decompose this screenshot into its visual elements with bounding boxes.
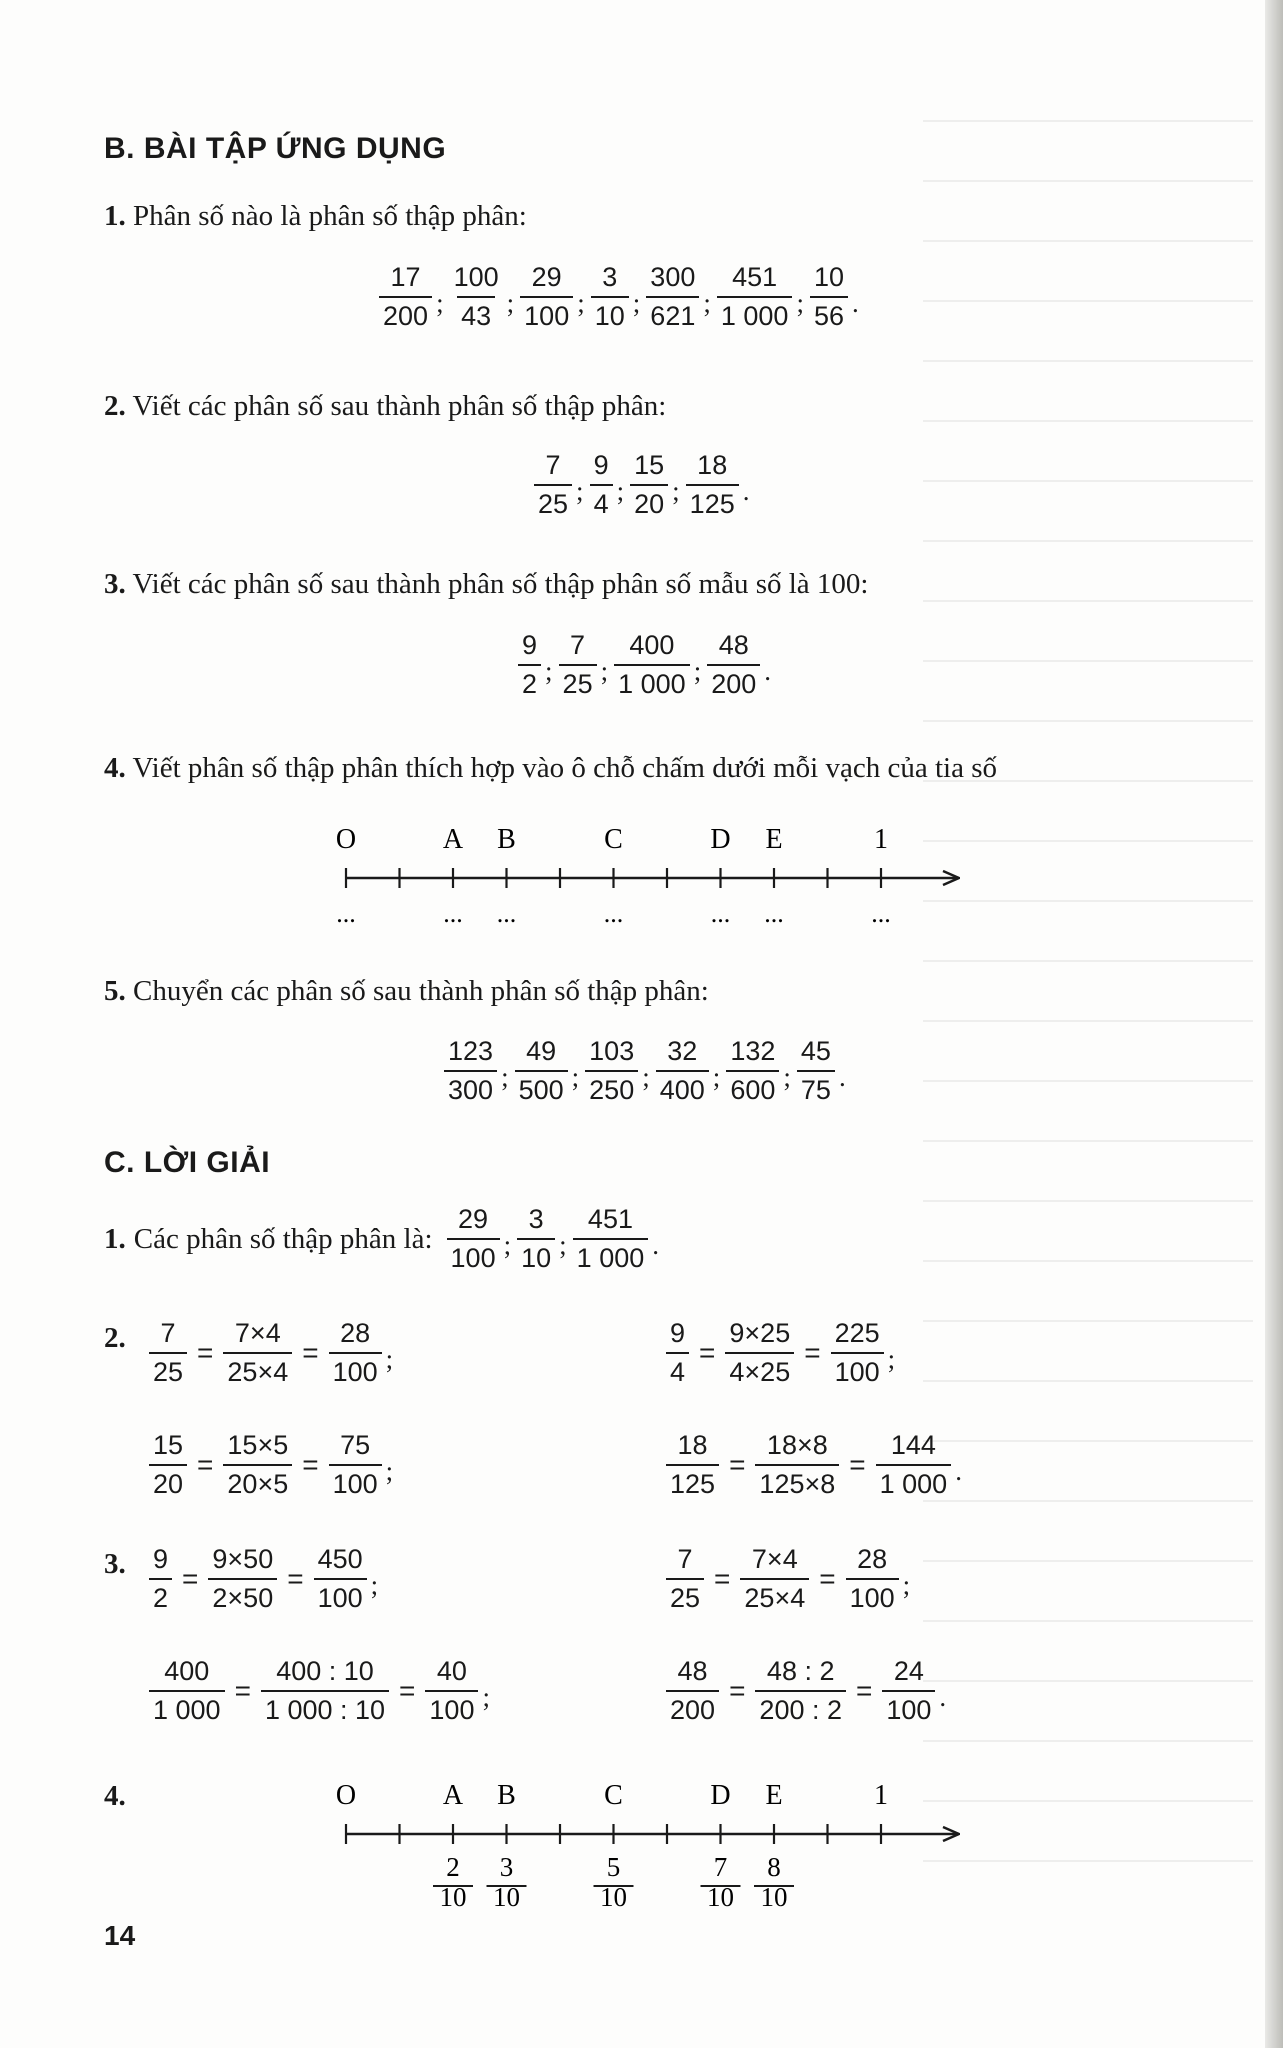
denominator: 1 000	[149, 1690, 225, 1726]
answer-numerator: 8	[767, 1852, 781, 1882]
blank-dots: ...	[764, 899, 784, 928]
denominator: 4	[666, 1352, 689, 1388]
question-3	[104, 568, 868, 601]
denominator: 1 000	[876, 1464, 952, 1500]
answer-1-number: 1.	[104, 1222, 126, 1255]
fraction	[515, 1036, 568, 1106]
fraction	[646, 262, 699, 332]
question-5-fractions	[440, 1036, 848, 1106]
denominator: 250	[585, 1070, 638, 1106]
numerator: 15	[153, 1430, 184, 1460]
denominator: 100	[447, 1238, 500, 1274]
blank-dots: ...	[871, 899, 891, 928]
semicolon: ;	[783, 1061, 791, 1092]
point-label: 1	[874, 824, 888, 855]
equals-sign: =	[234, 1675, 251, 1707]
numerator: 18	[677, 1430, 708, 1460]
fraction	[591, 262, 629, 332]
denominator: 125	[686, 484, 739, 520]
numerator: 17	[390, 262, 421, 292]
numerator: 18×8	[766, 1430, 828, 1460]
numerator: 75	[340, 1430, 371, 1460]
fraction	[755, 1656, 846, 1726]
numerator: 451	[732, 262, 778, 292]
denominator: 20×5	[223, 1464, 292, 1500]
blank-dots: ...	[603, 899, 624, 928]
denominator: 300	[444, 1070, 497, 1106]
denominator: 25	[534, 484, 572, 520]
numerator: 451	[587, 1204, 633, 1234]
question-3-number: 3.	[104, 568, 126, 600]
denominator: 10	[517, 1238, 555, 1274]
numerator: 40	[436, 1656, 467, 1686]
semicolon: ;	[796, 287, 804, 318]
numerator: 123	[448, 1036, 494, 1066]
equals-sign: =	[197, 1337, 214, 1369]
equals-sign: =	[302, 1449, 319, 1481]
denominator: 1 000 : 10	[261, 1690, 389, 1726]
section-b-heading: B. BÀI TẬP ỨNG DỤNG	[104, 132, 447, 165]
question-1-text: Phân số nào là phân số thập phân:	[133, 200, 527, 232]
denominator: 4×25	[725, 1352, 794, 1388]
question-2-number: 2.	[104, 390, 126, 422]
fraction	[329, 1430, 382, 1500]
denominator: 10	[591, 296, 629, 332]
equals-sign: =	[197, 1449, 214, 1481]
semicolon: ;	[902, 1569, 911, 1600]
fraction	[882, 1656, 935, 1726]
semicolon: ;	[693, 655, 702, 686]
answer-2-row-3	[145, 1430, 395, 1500]
numerator: 9	[670, 1318, 686, 1348]
semicolon: ;	[887, 1343, 896, 1374]
semicolon: ;	[503, 1229, 512, 1260]
point-label: O	[335, 824, 357, 855]
denominator: 20	[149, 1464, 187, 1500]
question-2	[104, 390, 666, 423]
numerator: 48	[718, 630, 749, 660]
fraction	[149, 1430, 187, 1500]
question-1	[104, 200, 527, 233]
denominator: 621	[646, 296, 699, 332]
numerator: 144	[890, 1430, 936, 1460]
semicolon: ;	[616, 475, 625, 506]
numerator: 7	[160, 1318, 176, 1348]
denominator: 125×8	[755, 1464, 839, 1500]
denominator: 125	[666, 1464, 719, 1500]
denominator: 2×50	[208, 1578, 277, 1614]
fraction	[149, 1656, 225, 1726]
page-number: 14	[104, 1920, 136, 1951]
numerator: 132	[730, 1036, 776, 1066]
semicolon: ;	[576, 475, 584, 506]
blank-dots: ...	[710, 899, 731, 928]
question-3-fractions	[514, 630, 773, 700]
denominator: 2	[149, 1578, 172, 1614]
numerator: 7	[677, 1544, 693, 1574]
semicolon: ;	[672, 475, 680, 506]
denominator: 100	[882, 1690, 935, 1726]
answer-2-number: 2.	[104, 1322, 126, 1354]
numerator: 225	[834, 1318, 880, 1348]
denominator: 600	[726, 1070, 779, 1106]
denominator: 1 000	[614, 664, 690, 700]
point-label: C	[604, 1780, 623, 1811]
semicolon: ;	[545, 655, 553, 686]
fraction	[797, 1036, 835, 1106]
blank-dots: ...	[496, 899, 517, 928]
fraction	[666, 1544, 704, 1614]
answer-denominator: 10	[439, 1882, 467, 1908]
denominator: 100	[425, 1690, 478, 1726]
numerator: 15	[634, 450, 665, 480]
fraction	[831, 1318, 884, 1388]
point-label: 1	[874, 1780, 888, 1811]
denominator: 400	[656, 1070, 709, 1106]
point-label: B	[497, 1780, 516, 1811]
equals-sign: =	[302, 1337, 319, 1369]
numerator: 7	[545, 450, 561, 480]
point-label: D	[710, 824, 731, 855]
numerator: 28	[857, 1544, 888, 1574]
denominator: 75	[797, 1070, 835, 1106]
numerator: 9×50	[212, 1544, 274, 1574]
question-5	[104, 975, 709, 1008]
point-label: E	[765, 824, 783, 855]
answer-3-row-3	[145, 1656, 492, 1726]
semicolon: ;	[712, 1061, 721, 1092]
denominator: 2	[518, 664, 541, 700]
fraction	[707, 630, 760, 700]
answer-3-row-2	[662, 1544, 912, 1614]
numerator: 15×5	[227, 1430, 289, 1460]
point-label: A	[442, 824, 464, 855]
show-through-text	[923, 120, 1253, 1920]
question-2-fractions	[530, 450, 751, 520]
point-label: O	[335, 1780, 357, 1811]
answer-denominator: 10	[600, 1882, 627, 1908]
section-c-heading: C. LỜI GIẢI	[104, 1146, 271, 1179]
point-label: C	[604, 824, 623, 855]
answer-1	[104, 1204, 661, 1274]
period: .	[764, 655, 772, 686]
denominator: 25	[666, 1578, 704, 1614]
fraction	[614, 630, 690, 700]
fraction	[425, 1656, 478, 1726]
fraction	[314, 1544, 367, 1614]
answer-denominator: 10	[760, 1882, 788, 1908]
equals-sign: =	[699, 1337, 716, 1369]
answer-2-row-1	[145, 1318, 395, 1388]
numerator: 3	[528, 1204, 544, 1234]
denominator: 200	[379, 296, 432, 332]
question-2-text: Viết các phân số sau thành phân số thập phân:	[132, 390, 667, 422]
fraction	[686, 450, 739, 520]
fraction	[520, 262, 573, 332]
numerator: 7×4	[234, 1318, 281, 1348]
denominator: 4	[590, 484, 613, 520]
numerator: 9×25	[729, 1318, 791, 1348]
denominator: 200	[666, 1690, 719, 1726]
denominator: 200	[707, 664, 760, 700]
blank-dots: ...	[443, 899, 463, 928]
numerator: 450	[317, 1544, 363, 1574]
answer-3-label-wrap	[104, 1548, 134, 1581]
question-4-number: 4.	[104, 752, 126, 784]
answer-numerator: 7	[713, 1852, 728, 1882]
denominator: 100	[314, 1578, 367, 1614]
answer-3-row-1	[145, 1544, 380, 1614]
fraction	[810, 262, 848, 332]
fraction	[717, 262, 793, 332]
fraction	[149, 1544, 172, 1614]
number-line-answer	[320, 1778, 960, 1908]
answer-denominator: 10	[707, 1882, 734, 1908]
denominator: 25	[149, 1352, 187, 1388]
answer-3-row-4	[662, 1656, 948, 1726]
semicolon: ;	[642, 1061, 650, 1092]
denominator: 100	[520, 296, 573, 332]
fraction	[585, 1036, 638, 1106]
equals-sign: =	[856, 1675, 873, 1707]
numerator: 400	[164, 1656, 210, 1686]
answer-denominator: 10	[493, 1882, 520, 1908]
numerator: 9	[153, 1544, 169, 1574]
answer-1-text: Các phân số thập phân là:	[133, 1222, 433, 1255]
number-line-question	[320, 822, 960, 932]
period: .	[955, 1455, 962, 1486]
fraction	[450, 262, 503, 332]
equals-sign: =	[399, 1675, 416, 1707]
semicolon: ;	[501, 1061, 509, 1092]
numerator: 10	[813, 262, 845, 292]
denominator: 100	[846, 1578, 899, 1614]
answer-4-number: 4.	[104, 1780, 126, 1812]
semicolon: ;	[370, 1569, 379, 1600]
numerator: 29	[531, 262, 562, 292]
numerator: 48 : 2	[766, 1656, 835, 1686]
period: .	[939, 1681, 947, 1712]
fraction	[223, 1318, 292, 1388]
fraction	[726, 1036, 779, 1106]
denominator: 1 000	[717, 296, 793, 332]
fraction	[517, 1204, 555, 1274]
fraction	[379, 262, 432, 332]
fraction	[534, 450, 572, 520]
numerator: 45	[800, 1036, 831, 1066]
equals-sign: =	[287, 1563, 304, 1595]
equals-sign: =	[804, 1337, 821, 1369]
point-label: A	[442, 1780, 464, 1811]
semicolon: ;	[600, 655, 609, 686]
numerator: 7	[570, 630, 586, 660]
numerator: 9	[593, 450, 609, 480]
question-4-text: Viết phân số thập phân thích hợp vào ô chỗ chấm dưới mỗi vạch của tia số	[132, 752, 997, 784]
fraction	[573, 1204, 649, 1274]
numerator: 48	[677, 1656, 708, 1686]
numerator: 24	[893, 1656, 924, 1686]
point-label: D	[710, 1780, 731, 1811]
numerator: 18	[697, 450, 728, 480]
denominator: 100	[329, 1352, 382, 1388]
fraction	[261, 1656, 389, 1726]
numerator: 400 : 10	[276, 1656, 374, 1686]
semicolon: ;	[482, 1681, 490, 1712]
numerator: 9	[522, 630, 538, 660]
denominator: 56	[810, 296, 848, 332]
fraction	[444, 1036, 497, 1106]
semicolon: ;	[632, 287, 641, 318]
answer-numerator: 5	[606, 1852, 621, 1882]
semicolon: ;	[571, 1061, 580, 1092]
denominator: 1 000	[573, 1238, 649, 1274]
fraction	[447, 1204, 500, 1274]
denominator: 25×4	[223, 1352, 292, 1388]
semicolon: ;	[703, 287, 711, 318]
equals-sign: =	[182, 1563, 199, 1595]
equals-sign: =	[729, 1675, 746, 1707]
period: .	[838, 1061, 846, 1092]
numerator: 3	[602, 262, 618, 292]
fraction	[329, 1318, 382, 1388]
numerator: 32	[667, 1036, 698, 1066]
numerator: 29	[458, 1204, 489, 1234]
blank-dots: ...	[336, 899, 356, 928]
semicolon: ;	[577, 287, 585, 318]
answer-2-label-wrap	[104, 1322, 134, 1355]
period: .	[852, 287, 859, 318]
question-5-text: Chuyển các phân số sau thành phân số thập phân:	[133, 975, 709, 1007]
equals-sign: =	[819, 1563, 836, 1595]
denominator: 500	[515, 1070, 568, 1106]
point-label: B	[497, 824, 516, 855]
equals-sign: =	[849, 1449, 866, 1481]
numerator: 300	[650, 262, 696, 292]
fraction	[666, 1656, 719, 1726]
numerator: 49	[526, 1036, 557, 1066]
question-4	[104, 752, 997, 785]
denominator: 20	[630, 484, 668, 520]
question-1-number: 1.	[104, 200, 126, 232]
semicolon: ;	[436, 287, 444, 318]
point-label: E	[765, 1780, 783, 1811]
denominator: 43	[457, 296, 495, 332]
fraction	[876, 1430, 952, 1500]
denominator: 100	[831, 1352, 884, 1388]
question-3-text: Viết các phân số sau thành phân số thập phân số mẫu số là 100:	[132, 568, 869, 600]
semicolon: ;	[385, 1455, 394, 1486]
fraction	[755, 1430, 839, 1500]
answer-4-label-wrap	[104, 1780, 134, 1813]
fraction	[223, 1430, 292, 1500]
question-5-number: 5.	[104, 975, 126, 1007]
answer-2-row-2	[662, 1318, 897, 1388]
answer-3-number: 3.	[104, 1548, 126, 1580]
fraction	[518, 630, 541, 700]
fraction	[630, 450, 668, 520]
numerator: 28	[340, 1318, 371, 1348]
numerator: 7×4	[751, 1544, 798, 1574]
numerator: 100	[453, 262, 499, 292]
equals-sign: =	[714, 1563, 731, 1595]
fraction	[666, 1430, 719, 1500]
denominator: 25×4	[740, 1578, 809, 1614]
semicolon: ;	[506, 287, 515, 318]
semicolon: ;	[385, 1343, 394, 1374]
fraction	[725, 1318, 794, 1388]
numerator: 400	[629, 630, 675, 660]
denominator: 25	[559, 664, 597, 700]
fraction	[208, 1544, 277, 1614]
fraction	[740, 1544, 809, 1614]
answer-2-row-4	[662, 1430, 964, 1500]
answer-numerator: 2	[446, 1852, 460, 1882]
period: .	[742, 475, 750, 506]
fraction	[590, 450, 613, 520]
semicolon: ;	[559, 1229, 567, 1260]
fraction	[559, 630, 597, 700]
period: .	[652, 1229, 659, 1260]
fraction	[666, 1318, 689, 1388]
denominator: 100	[329, 1464, 382, 1500]
denominator: 200 : 2	[755, 1690, 846, 1726]
page-edge-shadow	[1265, 0, 1283, 2048]
equals-sign: =	[729, 1449, 746, 1481]
fraction	[846, 1544, 899, 1614]
fraction	[656, 1036, 709, 1106]
numerator: 103	[589, 1036, 635, 1066]
question-1-fractions	[375, 262, 861, 332]
fraction	[149, 1318, 187, 1388]
answer-numerator: 3	[499, 1852, 514, 1882]
